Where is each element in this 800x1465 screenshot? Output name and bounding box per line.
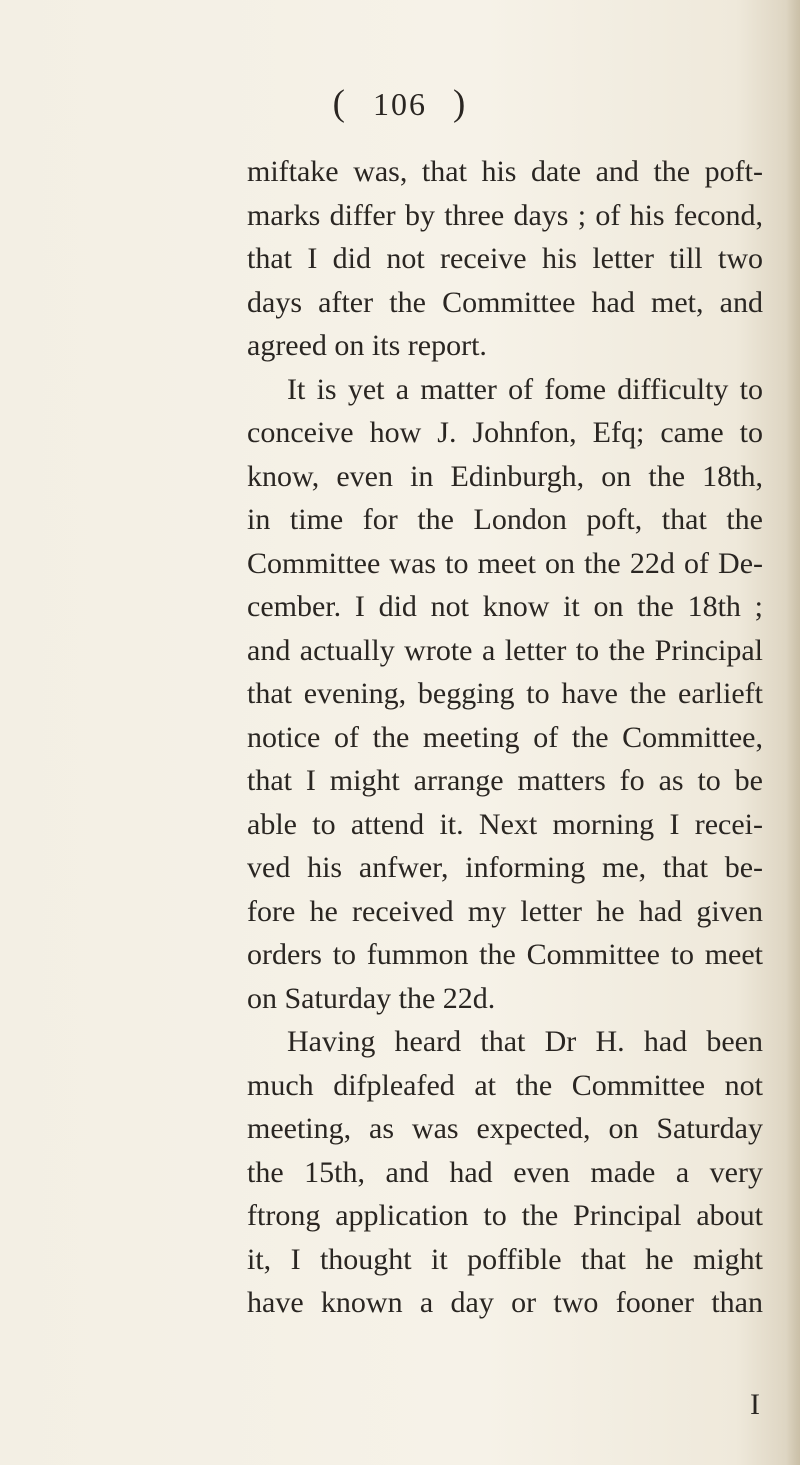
page-header bbox=[0, 82, 800, 125]
text-line: days after the Committee had met, and bbox=[247, 285, 763, 319]
text-line: that evening, begging to have the earlieft bbox=[247, 677, 763, 710]
text-line: that I did not receive his letter till two bbox=[247, 242, 763, 275]
text-line: cember. I did not know it on the 18th ; bbox=[247, 590, 763, 623]
text-line: Committee was to meet on the 22d of De- bbox=[247, 546, 763, 580]
text-line: the 15th, and had even made a very bbox=[247, 1155, 763, 1189]
text-line: ved his anfwer, informing me, that be- bbox=[247, 851, 763, 884]
text-line: conceive how J. Johnfon, Efq; came to bbox=[247, 416, 763, 449]
text-line: miftake was, that his date and the poft- bbox=[247, 155, 763, 188]
catchword: I bbox=[750, 1388, 760, 1421]
text-line: orders to fummon the Committee to meet bbox=[247, 938, 763, 971]
text-line: notice of the meeting of the Committee, bbox=[247, 720, 763, 754]
page-edge-shadow bbox=[786, 0, 800, 1465]
text-line: and actually wrote a letter to the Principal bbox=[247, 633, 763, 667]
text-line: agreed on its report. bbox=[247, 329, 487, 362]
text-line: Having heard that Dr H. had been bbox=[287, 1025, 763, 1058]
text-line: it, I thought it poffible that he might bbox=[247, 1242, 763, 1276]
body-text bbox=[247, 150, 763, 1325]
paren-close: ) bbox=[453, 83, 468, 124]
text-line: ftrong application to the Principal about bbox=[247, 1199, 763, 1232]
page-number: 106 bbox=[373, 86, 427, 122]
text-line: marks differ by three days ; of his fecond, bbox=[247, 198, 763, 232]
text-line: that I might arrange matters fo as to be bbox=[247, 764, 763, 797]
text-line: It is yet a matter of fome difficulty to bbox=[287, 372, 763, 406]
text-line: fore he received my letter he had given bbox=[247, 894, 763, 928]
text-line: on Saturday the 22d. bbox=[247, 981, 496, 1015]
text-line: meeting, as was expected, on Saturday bbox=[247, 1112, 763, 1145]
text-line: much difpleafed at the Committee not bbox=[247, 1068, 763, 1102]
text-line: know, even in Edinburgh, on the 18th, bbox=[247, 459, 763, 493]
text-line: in time for the London poft, that the bbox=[247, 503, 763, 536]
text-line: able to attend it. Next morning I recei- bbox=[247, 807, 763, 841]
text-line: have known a day or two fooner than bbox=[247, 1286, 763, 1319]
paren-open: ( bbox=[332, 83, 347, 124]
